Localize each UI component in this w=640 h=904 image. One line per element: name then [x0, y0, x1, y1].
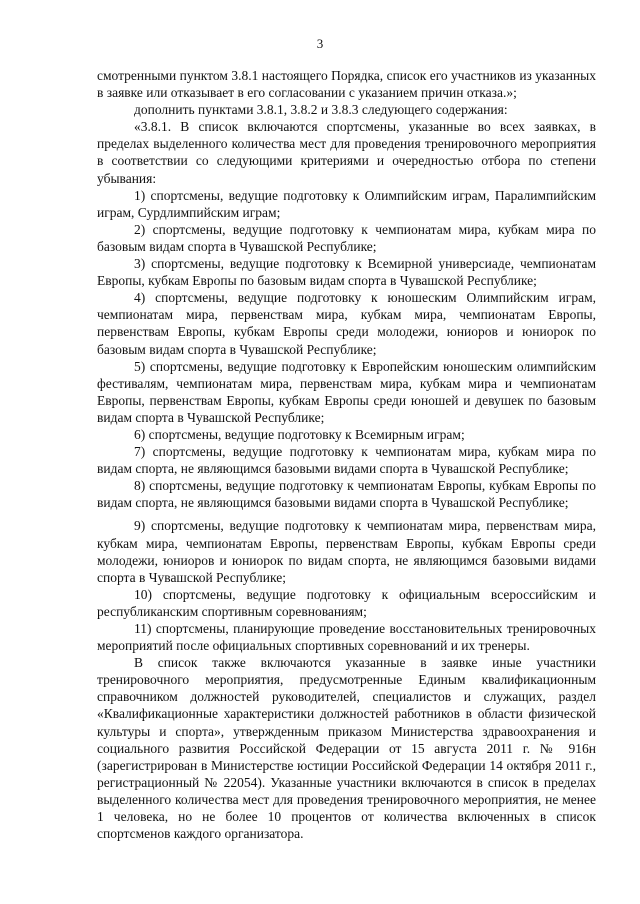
list-item-3: 3) спортсмены, ведущие подготовку к Всемирной универсиаде, чемпионатам Европы, кубкам Европы по базовым видам спорта в Чувашской Республике; — [97, 256, 596, 289]
list-item-4: 4) спортсмены, ведущие подготовку к юношеским Олимпийским играм, чемпионатам мира, первенствам мира, кубкам мира, чемпионатам Европы, первенствам Европы, кубкам Европы среди молодежи, юниоров и юниорок по базовым видам спорта в Чувашской Республике; — [97, 290, 596, 357]
page-number: 3 — [316, 36, 324, 51]
paragraph-clause-3-8-1: «3.8.1. В список включаются спортсмены, указанные во всех заявках, в пределах выделенного количества мест для проведения тренировочного мероприятия в соответствии со следующими критериями и очередностью отбора по степени убывания: — [97, 119, 596, 186]
paragraph-amendment-intro: дополнить пунктами 3.8.1, 3.8.2 и 3.8.3 следующего содержания: — [134, 102, 508, 118]
document-body — [97, 67, 596, 842]
list-item-2: 2) спортсмены, ведущие подготовку к чемпионатам мира, кубкам мира по базовым видам спорта в Чувашской Республике; — [97, 221, 596, 254]
list-item-5: 5) спортсмены, ведущие подготовку к Европейским юношеским олимпийским фестивалям, чемпионатам мира, первенствам мира, кубкам мира и чемпионатам Европы, первенствам Европы, кубкам Европы среди юношей и девушек по базовым видам спорта в Чувашской Республике; — [97, 358, 596, 425]
list-item-7: 7) спортсмены, ведущие подготовку к чемпионатам мира, кубкам мира по видам спорта, не являющимся базовыми видами спорта в Чувашской Республике; — [97, 444, 596, 477]
list-item-6: 6) спортсмены, ведущие подготовку к Всемирным играм; — [134, 426, 465, 442]
list-item-1: 1) спортсмены, ведущие подготовку к Олимпийским играм, Паралимпийским играм, Сурдлимпийским играм; — [97, 187, 596, 220]
list-item-9: 9) спортсмены, ведущие подготовку к чемпионатам мира, первенствам мира, кубкам мира, чемпионатам Европы, первенствам Европы, кубкам Европы среди молодежи, юниоров и юниорок по видам спорта, не являющимся базовыми видами спорта в Чувашской Республике; — [97, 518, 596, 585]
list-item-8: 8) спортсмены, ведущие подготовку к чемпионатам Европы, кубкам Европы по видам спорта, не являющимся базовыми видами спорта в Чувашской Республике; — [97, 478, 596, 511]
list-item-10: 10) спортсмены, ведущие подготовку к официальным всероссийским и республиканским спортивным соревнованиям; — [97, 586, 596, 619]
list-item-11: 11) спортсмены, планирующие проведение восстановительных тренировочных мероприятий после официальных спортивных соревнований и их тренеры. — [97, 621, 596, 654]
paragraph-other-participants: В список также включаются указанные в заявке иные участники тренировочного мероприятия, предусмотренные Единым квалификационным справочником должностей руководителей, специалистов и служащих, раздел «Квалификационные характеристики должностей работников в области физической культуры и спорта», утвержденным приказом Министерства здравоохранения и социального развития Российской Федерации от 15 августа 2011 г. № 916н (зарегистрирован в Министерстве юстиции Российской Федерации 14 октября 2011 г., регистрационный № 22054). Указанные участники включаются в список в пределах выделенного количества мест для проведения тренировочного мероприятия, не менее 1 человека, но не более 10 процентов от количества включенных в список спортсменов каждого организатора. — [97, 655, 596, 842]
paragraph-continuation: смотренными пунктом 3.8.1 настоящего Порядка, список его участников из указанных в заявке или отказывает в его согласовании с указанием причин отказа.»; — [97, 68, 596, 101]
